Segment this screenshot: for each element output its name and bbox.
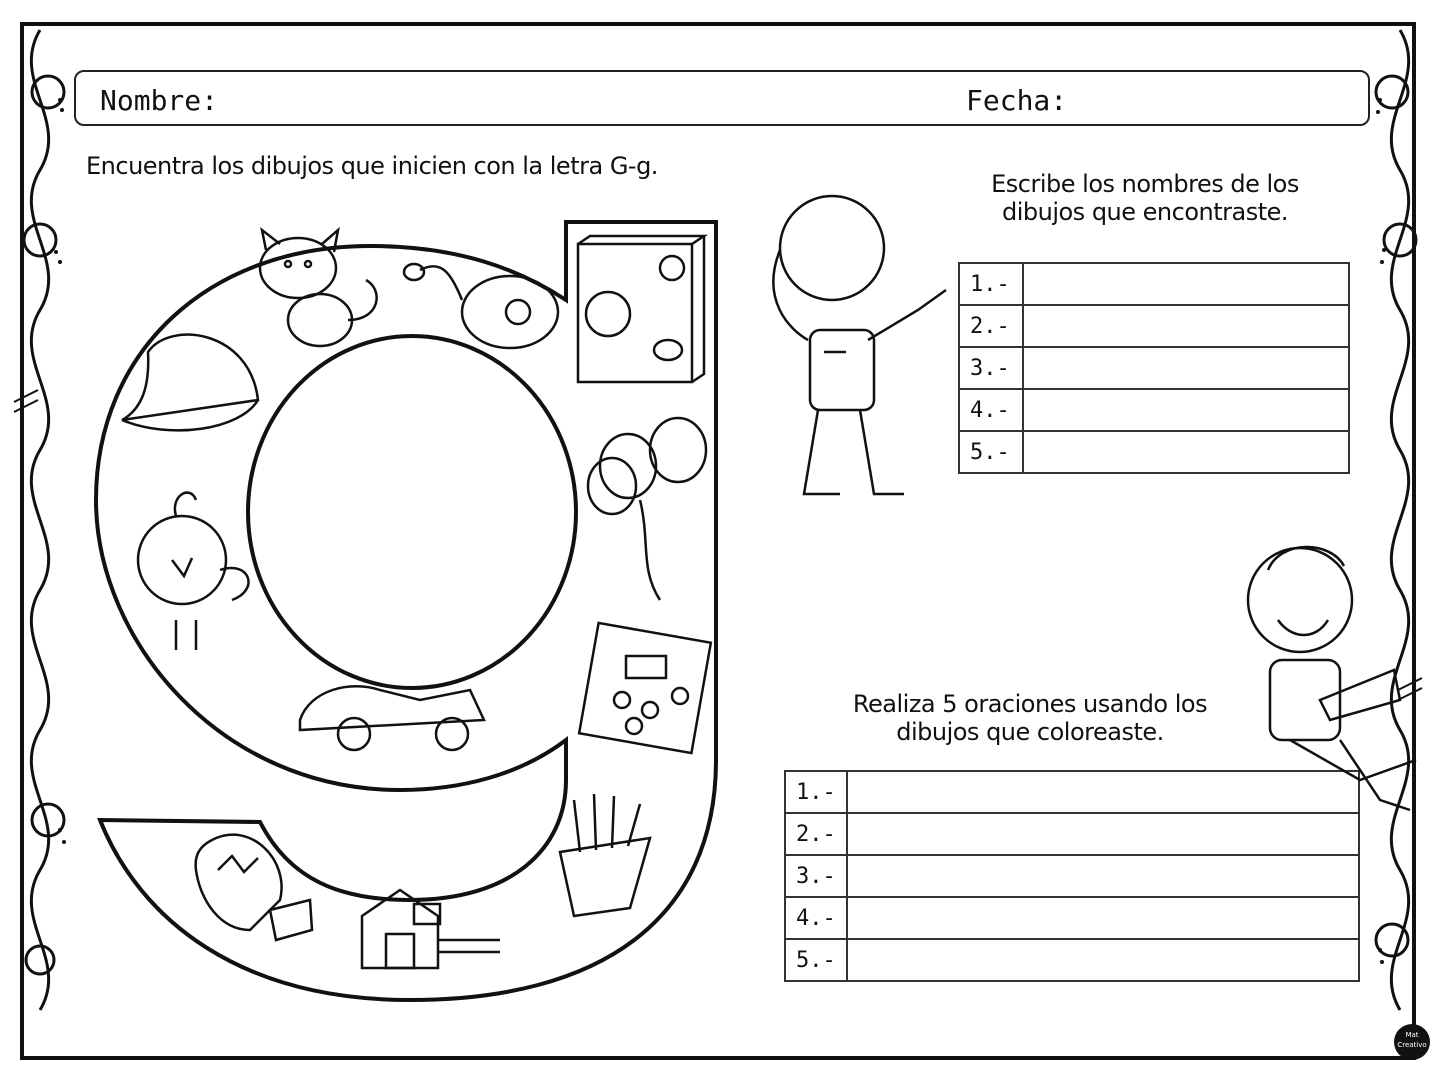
row-number: 3.-: [959, 347, 1023, 389]
barn-icon[interactable]: [362, 890, 500, 968]
sentences-instruction-line1: Realiza 5 oraciones usando los: [852, 690, 1208, 718]
car-icon[interactable]: [300, 686, 484, 750]
date-label: Fecha:: [966, 84, 1068, 117]
sentences-instruction-line2: dibujos que coloreaste.: [896, 718, 1164, 746]
brand-logo: Mat Creativo: [1394, 1024, 1430, 1060]
write-instruction-line1: Escribe los nombres de los: [991, 170, 1299, 198]
girl-pointing-icon[interactable]: [773, 196, 946, 494]
letter-g-outline: [96, 222, 716, 1000]
row-number: 5.-: [959, 431, 1023, 473]
notebook-icon[interactable]: [579, 623, 711, 753]
balloons-icon[interactable]: [588, 418, 706, 600]
row-number: 1.-: [959, 263, 1023, 305]
row-number: 1.-: [785, 771, 847, 813]
write-instruction-line2: dibujos que encontraste.: [1001, 198, 1289, 226]
row-number: 4.-: [785, 897, 847, 939]
row-number: 2.-: [785, 813, 847, 855]
name-label: Nombre:: [100, 84, 219, 117]
boy-reading-icon[interactable]: [1248, 547, 1416, 810]
rooster-icon[interactable]: [138, 493, 249, 650]
row-number: 2.-: [959, 305, 1023, 347]
find-instruction: Encuentra los dibujos que inicien con la letra G-g.: [86, 152, 658, 180]
row-number: 3.-: [785, 855, 847, 897]
row-number: 5.-: [785, 939, 847, 981]
fries-icon[interactable]: [560, 794, 650, 916]
row-number: 4.-: [959, 389, 1023, 431]
mitten-icon[interactable]: [196, 835, 312, 940]
cookie-box-icon[interactable]: [578, 236, 704, 382]
